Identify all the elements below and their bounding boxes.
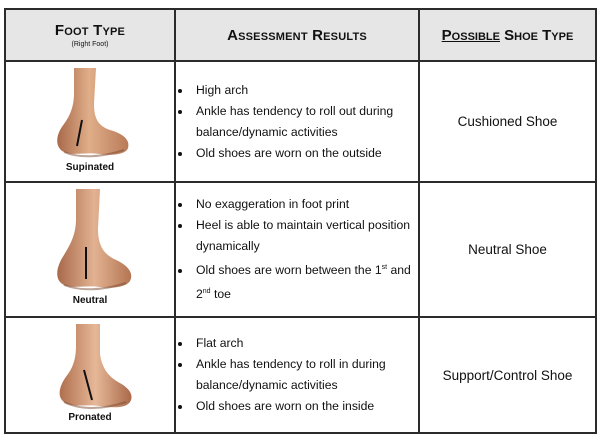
list-item: • Heel is able to maintain vertical position dynamically	[192, 215, 418, 257]
foot-cell-pronated	[5, 317, 175, 433]
list-item: • Old shoes are worn on the inside	[192, 396, 418, 417]
list-item: • Ankle has tendency to roll out during balance/dynamic activities	[192, 101, 418, 143]
header-foot-type-subtitle: (Right Foot)	[71, 41, 109, 48]
foot-label-neutral: Neutral	[72, 295, 108, 306]
header-foot-type-title: Foot Type	[54, 22, 126, 39]
foot-label-pronated: Pronated	[68, 412, 112, 423]
shoe-cell-supinated: Cushioned Shoe	[419, 61, 596, 182]
supinated-foot-icon	[44, 68, 136, 160]
shoe-cell-pronated: Support/Control Shoe	[419, 317, 596, 433]
foot-cell-neutral	[5, 182, 175, 317]
list-item: • No exaggeration in foot print	[192, 194, 418, 215]
header-assessment-title: Assessment Results	[227, 26, 367, 44]
result-text-c: toe	[210, 287, 231, 302]
list-item: • Ankle has tendency to roll in during balance/dynamic activities	[192, 354, 418, 396]
header-shoe-prefix: Possible	[441, 26, 500, 44]
assessment-list-neutral	[176, 194, 418, 305]
table-row-supinated	[5, 61, 596, 182]
result-text-b: and 2	[196, 263, 411, 302]
header-shoe-type	[419, 9, 596, 61]
ordinal-st: st	[381, 263, 388, 271]
assessment-cell-neutral	[175, 182, 419, 317]
header-row	[5, 9, 596, 61]
neutral-foot-icon	[42, 189, 138, 293]
list-item: • Flat arch	[192, 333, 418, 354]
shoe-cell-neutral: Neutral Shoe	[419, 182, 596, 317]
result-text-a: Old shoes are worn between the 1	[196, 263, 382, 277]
list-item: • High arch	[192, 80, 418, 101]
assessment-cell-pronated	[175, 317, 419, 433]
assessment-list-supinated	[176, 80, 418, 164]
foot-cell-supinated	[5, 61, 175, 182]
list-item	[192, 257, 418, 305]
pronated-foot-icon	[44, 324, 136, 410]
foot-type-table	[4, 8, 597, 434]
table-row-neutral	[5, 182, 596, 317]
foot-label-supinated: Supinated	[65, 162, 115, 173]
list-item: • Old shoes are worn on the outside	[192, 143, 418, 164]
assessment-cell-supinated	[175, 61, 419, 182]
header-foot-type	[5, 9, 175, 61]
table-row-pronated	[5, 317, 596, 433]
assessment-list-pronated	[176, 333, 418, 417]
ordinal-nd: nd	[202, 288, 211, 295]
header-shoe-rest: Shoe Type	[499, 26, 574, 44]
header-assessment	[175, 9, 419, 61]
